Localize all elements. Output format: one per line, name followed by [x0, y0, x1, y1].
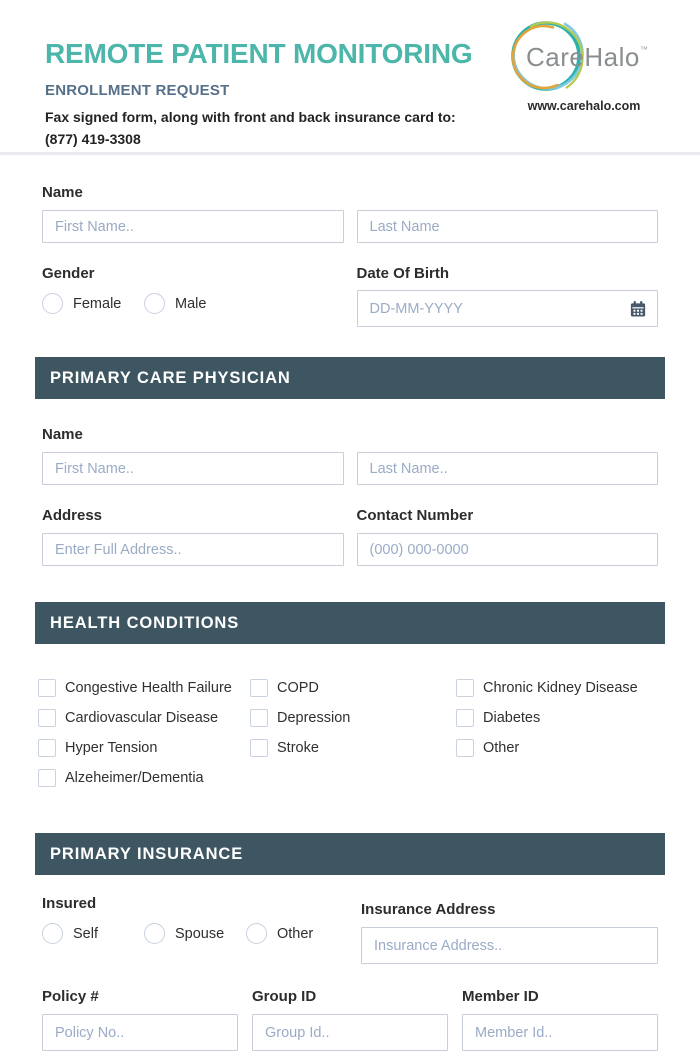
group-id-input[interactable] — [252, 1014, 448, 1051]
insurance-address-field — [361, 895, 658, 964]
logo-wordmark-text: CareHalo — [526, 42, 640, 72]
address-label: Address — [42, 507, 103, 524]
physician-name-label: Name — [42, 426, 83, 443]
condition-checkbox-alzeheimer-dementia[interactable] — [38, 769, 250, 787]
fax-instructions — [45, 107, 655, 150]
policy-field — [42, 988, 238, 1051]
form-header — [0, 0, 700, 155]
gender-field — [42, 265, 344, 327]
fax-number: (877) 419-3308 — [45, 130, 141, 147]
physician-address-field — [42, 507, 344, 566]
checkbox-icon[interactable] — [250, 709, 268, 727]
checkbox-icon[interactable] — [38, 769, 56, 787]
conditions-column-3 — [456, 679, 662, 799]
gender-radio-female[interactable] — [42, 293, 144, 314]
member-id-input[interactable] — [462, 1014, 658, 1051]
checkbox-icon[interactable] — [250, 739, 268, 757]
insured-radio-other[interactable] — [246, 923, 348, 944]
condition-label: Hyper Tension — [65, 740, 158, 756]
member-id-field — [462, 988, 658, 1051]
section-header-health-conditions — [35, 602, 665, 644]
condition-checkbox-diabetes[interactable] — [456, 709, 662, 727]
logo-wordmark — [526, 42, 648, 73]
conditions-column-2 — [250, 679, 456, 799]
insurance-address-input[interactable] — [361, 927, 658, 964]
physician-contact-field — [357, 507, 659, 566]
gender-label: Gender — [42, 265, 95, 282]
insured-option-label: Self — [73, 925, 98, 942]
section-header-primary-insurance — [35, 833, 665, 875]
trademark-symbol: ™ — [639, 45, 649, 54]
fax-instruction-line: Fax signed form, along with front and back insurance card to: — [45, 109, 456, 125]
contact-number-label: Contact Number — [356, 507, 474, 524]
condition-label: Chronic Kidney Disease — [483, 680, 638, 696]
condition-checkbox-stroke[interactable] — [250, 739, 456, 757]
form-body — [0, 155, 700, 1051]
calendar-icon[interactable] — [629, 300, 647, 318]
condition-label: Alzeheimer/Dementia — [65, 770, 204, 786]
health-conditions-grid — [38, 679, 662, 799]
gender-option-label: Male — [175, 295, 207, 312]
conditions-column-1 — [38, 679, 250, 799]
insurance-section — [42, 895, 658, 1051]
group-id-field — [252, 988, 448, 1051]
insured-radio-spouse[interactable] — [144, 923, 246, 944]
condition-checkbox-congestive-health-failure[interactable] — [38, 679, 250, 697]
physician-section — [42, 399, 658, 566]
insured-label: Insured — [42, 895, 97, 912]
section-title: PRIMARY CARE PHYSICIAN — [50, 368, 291, 387]
insured-field — [42, 895, 348, 964]
condition-label: Depression — [277, 710, 351, 726]
radio-circle-icon[interactable] — [144, 923, 165, 944]
patient-section — [42, 155, 658, 327]
physician-address-input[interactable] — [42, 533, 344, 566]
condition-checkbox-hyper-tension[interactable] — [38, 739, 250, 757]
checkbox-icon[interactable] — [250, 679, 268, 697]
section-title: PRIMARY INSURANCE — [50, 844, 244, 863]
logo-website: www.carehalo.com — [527, 99, 641, 113]
patient-last-name-input[interactable] — [357, 210, 659, 243]
policy-number-input[interactable] — [42, 1014, 238, 1051]
condition-checkbox-cardiovascular-disease[interactable] — [38, 709, 250, 727]
radio-circle-icon[interactable] — [144, 293, 165, 314]
section-header-primary-care-physician — [35, 357, 665, 399]
member-id-label: Member ID — [462, 988, 539, 1005]
condition-checkbox-other[interactable] — [456, 739, 662, 757]
checkbox-icon[interactable] — [456, 739, 474, 757]
insured-radio-self[interactable] — [42, 923, 144, 944]
physician-first-name-input[interactable] — [42, 452, 344, 485]
radio-circle-icon[interactable] — [246, 923, 267, 944]
condition-label: Cardiovascular Disease — [65, 710, 219, 726]
condition-label: COPD — [277, 680, 319, 696]
condition-label: Diabetes — [483, 710, 541, 726]
condition-checkbox-copd[interactable] — [250, 679, 456, 697]
form-subtitle: ENROLLMENT REQUEST — [45, 82, 230, 99]
condition-checkbox-chronic-kidney-disease[interactable] — [456, 679, 662, 697]
radio-circle-icon[interactable] — [42, 923, 63, 944]
patient-first-name-input[interactable] — [42, 210, 344, 243]
insured-radio-group — [42, 923, 348, 944]
condition-label: Stroke — [277, 740, 319, 756]
condition-label: Other — [483, 740, 520, 756]
condition-label: Congestive Health Failure — [65, 680, 232, 696]
dob-input[interactable] — [357, 290, 659, 327]
insured-option-label: Other — [277, 925, 314, 942]
checkbox-icon[interactable] — [456, 679, 474, 697]
carehalo-logo — [504, 14, 664, 113]
physician-last-name-input[interactable] — [357, 452, 659, 485]
policy-label: Policy # — [42, 988, 99, 1005]
dob-label: Date Of Birth — [356, 265, 450, 282]
section-title: HEALTH CONDITIONS — [50, 613, 240, 632]
page-title: REMOTE PATIENT MONITORING — [45, 38, 473, 69]
checkbox-icon[interactable] — [38, 709, 56, 727]
dob-field — [357, 265, 659, 327]
insurance-address-label: Insurance Address — [361, 901, 496, 918]
checkbox-icon[interactable] — [38, 679, 56, 697]
condition-checkbox-depression[interactable] — [250, 709, 456, 727]
insured-option-label: Spouse — [175, 925, 225, 942]
carehalo-logo-mark — [504, 14, 664, 98]
group-id-label: Group ID — [252, 988, 317, 1005]
physician-contact-input[interactable] — [357, 533, 659, 566]
gender-radio-group — [42, 293, 344, 314]
gender-radio-male[interactable] — [144, 293, 246, 314]
checkbox-icon[interactable] — [456, 709, 474, 727]
gender-option-label: Female — [73, 295, 122, 312]
radio-circle-icon[interactable] — [42, 293, 63, 314]
patient-name-label: Name — [42, 184, 83, 201]
checkbox-icon[interactable] — [38, 739, 56, 757]
